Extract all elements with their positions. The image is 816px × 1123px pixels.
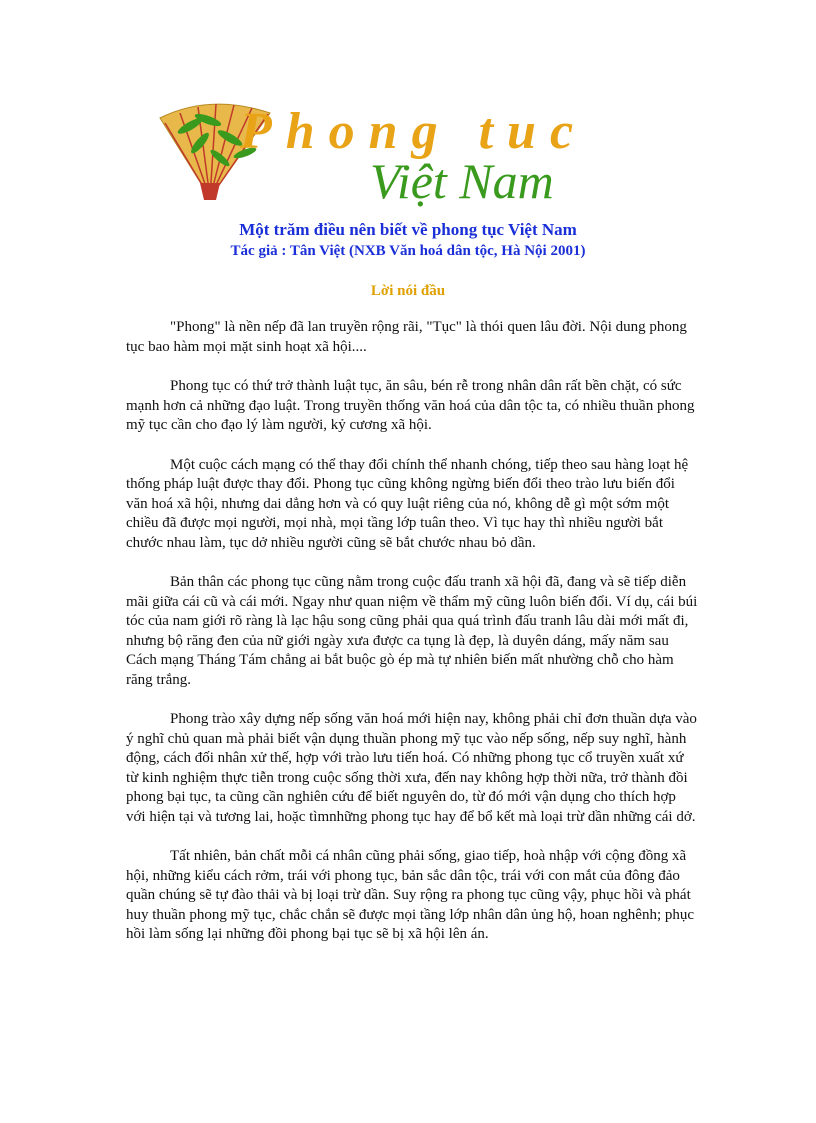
logo-line1: Phong tuc (240, 103, 588, 160)
paragraph: Bản thân các phong tục cũng nằm trong cuộc đấu tranh xã hội đã, đang và sẽ tiếp diễn mãi giữa cái cũ và cái mới. Ngay như quan niệm về thẩm mỹ cũng luôn biến đổi. Ví dụ, cái búi tóc của nam giới rõ ràng là lạc hậu song cũng phải qua quá trình đấu tranh lâu dài mới mất đi, nhưng bộ răng đen của nữ giới ngày xưa được ca tụng là đẹp, là duyên dáng, mấy năm sau Cách mạng Tháng Tám chẳng ai bắt buộc gò ép mà tự nhiên biến mất nhường chỗ cho hàm răng trắng. (126, 574, 698, 688)
logo-line2: Việt Nam (370, 153, 554, 208)
logo-graphic (150, 98, 650, 208)
paragraph: Tất nhiên, bản chất mỗi cá nhân cũng phải sống, giao tiếp, hoà nhập với cộng đồng xã hội, những kiểu cách rởm, trái với phong tục, bản sắc dân tộc, trái với con mắt của đông đảo quần chúng sẽ tự đào thải và bị loại trừ dần. Suy rộng ra phong tục cũng vậy, phục hồi và phát huy thuần phong mỹ tục, chắc chắn sẽ được mọi tầng lớp nhân dân ủng hộ, hoan nghênh; phục hồi làm sống lại những đồi phong bại tục sẽ bị xã hội lên án. (126, 848, 695, 942)
paragraph: "Phong" là nền nếp đã lan truyền rộng rãi, "Tục" là thói quen lâu đời. Nội dung phong tục bao hàm mọi mặt sinh hoạt xã hội.... (126, 319, 687, 355)
author-line: Tác giả : Tân Việt (NXB Văn hoá dân tộc, Hà Nội 2001) (230, 243, 586, 259)
phong-tuc-viet-nam-logo (150, 98, 650, 208)
page-title: Một trăm điều nên biết về phong tục Việt Nam (239, 220, 577, 239)
paragraph: Một cuộc cách mạng có thể thay đổi chính thể nhanh chóng, tiếp theo sau hàng loạt hệ thống pháp luật được thay đổi. Phong tục cũng không ngừng biến đổi theo trào lưu biến đổi văn hoá xã hội, nhưng dai dẳng hơn và có quy luật riêng của nó, không dễ gì một sớm một chiều đã được mọi người, mọi nhà, mọi tầng lớp tuân theo. Vì tục hay thì nhiều người bắt chước nhau làm, tục dở nhiều người cũng sẽ bắt chước nhau bỏ dần. (126, 456, 689, 551)
paragraph: Phong trào xây dựng nếp sống văn hoá mới hiện nay, không phải chỉ đơn thuần dựa vào ý nghĩ chủ quan mà phải biết vận dụng thuần phong mỹ tục vào nếp sống, nếp suy nghĩ, hành động, cách đối nhân xử thế, hợp với trào lưu tiến hoá. Có những phong tục cổ truyền xuất xứ từ kinh nghiệm thực tiễn trong cuộc sống thời xưa, đến nay không hợp thời nữa, trở thành đồi phong bại tục, ta cũng cần nghiên cứu để biết nguyên do, từ đó mới vận dụng cho thích hợp với hiện tại và tương lai, hoặc tìmnhững phong tục hay để bổ kết mà loại trừ dần những cái dở. (126, 711, 697, 825)
section-heading: Lời nói đầu (370, 283, 446, 299)
body-text (126, 318, 698, 965)
paragraph: Phong tục có thứ trở thành luật tục, ăn sâu, bén rễ trong nhân dân rất bền chặt, có sức mạnh hơn cả những đạo luật. Trong truyền thống văn hoá của dân tộc ta, có nhiều thuần phong mỹ tục cần cho đạo lý làm người, kỷ cương xã hội. (126, 378, 695, 433)
